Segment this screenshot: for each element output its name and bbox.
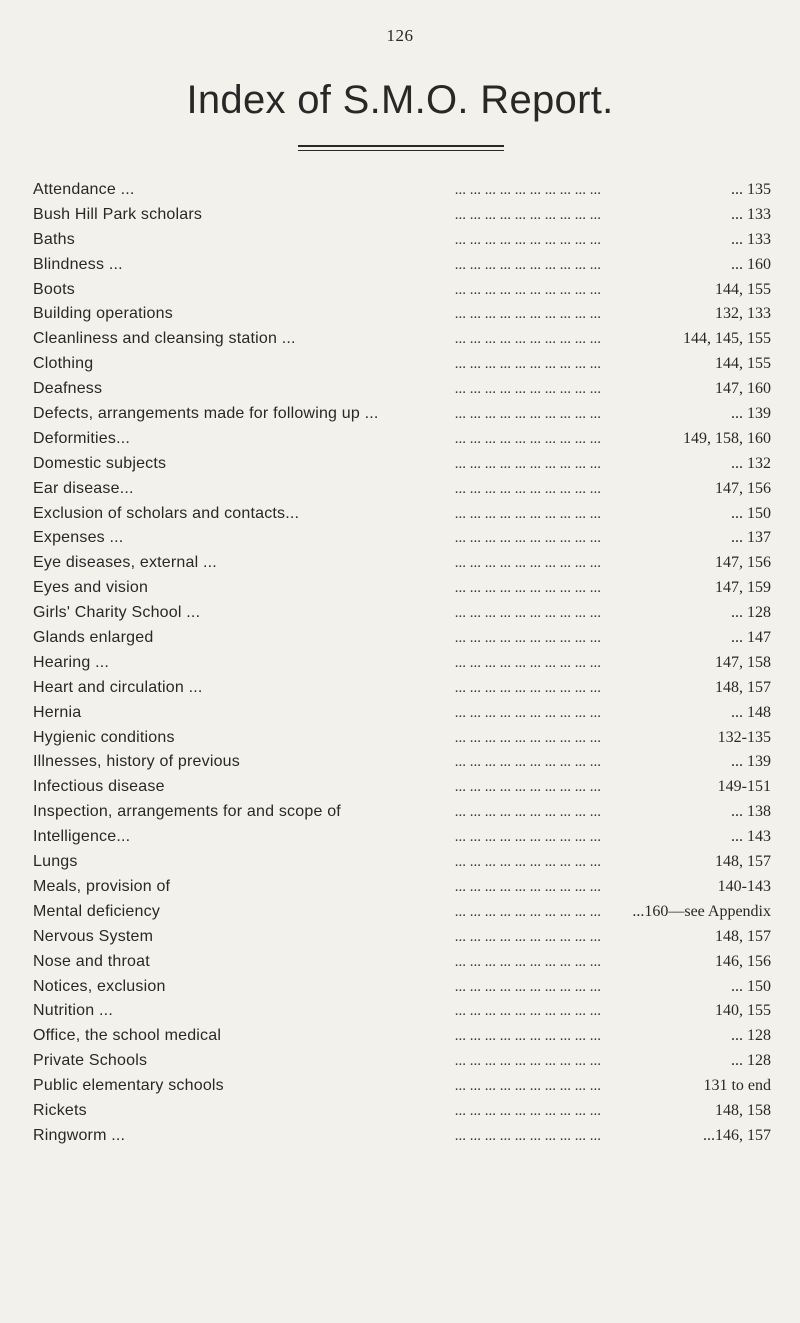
index-entry bbox=[33, 402, 773, 427]
index-entry bbox=[33, 228, 773, 253]
dot-leader: ... ... ... ... ... ... ... ... ... ... bbox=[454, 1003, 601, 1020]
index-entry bbox=[33, 676, 773, 701]
index-pages: ... 128 bbox=[731, 1027, 771, 1045]
index-pages: ... 143 bbox=[731, 828, 771, 846]
index-entry bbox=[33, 975, 773, 1000]
dot-leader: ... ... ... ... ... ... ... ... ... ... bbox=[454, 455, 601, 472]
dot-leader: ... ... ... ... ... ... ... ... ... ... bbox=[454, 1053, 601, 1070]
index-term: Ear disease... bbox=[33, 477, 140, 502]
dot-leader: ... ... ... ... ... ... ... ... ... ... bbox=[454, 928, 601, 945]
index-pages: ... 139 bbox=[731, 753, 771, 771]
index-entry bbox=[33, 452, 773, 477]
index-term: Heart and circulation ... bbox=[33, 676, 209, 701]
index-entry bbox=[33, 626, 773, 651]
index-pages: 132-135 bbox=[717, 728, 771, 746]
index-term: Eye diseases, external ... bbox=[33, 551, 223, 576]
dot-leader: ... ... ... ... ... ... ... ... ... ... bbox=[454, 505, 601, 522]
dot-leader: ... ... ... ... ... ... ... ... ... ... bbox=[454, 779, 601, 796]
dot-leader: ... ... ... ... ... ... ... ... ... ... bbox=[454, 306, 601, 323]
dot-leader: ... ... ... ... ... ... ... ... ... ... bbox=[454, 829, 601, 846]
dot-leader: ... ... ... ... ... ... ... ... ... ... bbox=[454, 654, 601, 671]
index-term: Cleanliness and cleansing station ... bbox=[33, 327, 302, 352]
index-term: Mental deficiency bbox=[33, 900, 166, 925]
index-entry bbox=[33, 950, 773, 975]
index-pages: 147, 156 bbox=[715, 554, 771, 572]
dot-leader: ... ... ... ... ... ... ... ... ... ... bbox=[454, 256, 601, 273]
index-list bbox=[33, 178, 773, 1149]
index-term: Ringworm ... bbox=[33, 1124, 131, 1149]
index-term: Domestic subjects bbox=[33, 452, 172, 477]
index-pages: 147, 158 bbox=[715, 653, 771, 671]
index-term: Exclusion of scholars and contacts... bbox=[33, 502, 305, 527]
index-entry bbox=[33, 502, 773, 527]
index-entry bbox=[33, 576, 773, 601]
index-term: Rickets bbox=[33, 1099, 93, 1124]
index-term: Deafness bbox=[33, 377, 108, 402]
index-entry bbox=[33, 203, 773, 228]
index-entry bbox=[33, 925, 773, 950]
index-term: Hygienic conditions bbox=[33, 726, 181, 751]
index-pages: 148, 157 bbox=[715, 853, 771, 871]
dot-leader: ... ... ... ... ... ... ... ... ... ... bbox=[454, 406, 601, 423]
dot-leader: ... ... ... ... ... ... ... ... ... ... bbox=[454, 182, 601, 198]
index-pages: ...146, 157 bbox=[703, 1126, 771, 1144]
dot-leader: ... ... ... ... ... ... ... ... ... ... bbox=[454, 555, 601, 572]
index-term: Notices, exclusion bbox=[33, 975, 172, 1000]
index-pages: ... 139 bbox=[731, 405, 771, 423]
index-pages: 148, 158 bbox=[715, 1101, 771, 1119]
index-entry bbox=[33, 327, 773, 352]
index-entry bbox=[33, 701, 773, 726]
index-pages: ... 147 bbox=[731, 629, 771, 647]
index-pages: 147, 160 bbox=[715, 380, 771, 398]
dot-leader: ... ... ... ... ... ... ... ... ... ... bbox=[454, 231, 601, 248]
index-term: Intelligence... bbox=[33, 825, 136, 850]
dot-leader: ... ... ... ... ... ... ... ... ... ... bbox=[454, 1078, 601, 1095]
dot-leader: ... ... ... ... ... ... ... ... ... ... bbox=[454, 530, 601, 547]
dot-leader: ... ... ... ... ... ... ... ... ... ... bbox=[454, 804, 601, 821]
index-entry bbox=[33, 601, 773, 626]
index-entry bbox=[33, 278, 773, 303]
index-entry bbox=[33, 253, 773, 278]
dot-leader: ... ... ... ... ... ... ... ... ... ... bbox=[454, 878, 601, 895]
index-term: Baths bbox=[33, 228, 81, 253]
dot-leader: ... ... ... ... ... ... ... ... ... ... bbox=[454, 630, 601, 647]
index-entry bbox=[33, 726, 773, 751]
dot-leader: ... ... ... ... ... ... ... ... ... ... bbox=[454, 206, 601, 223]
index-pages: 140, 155 bbox=[715, 1002, 771, 1020]
dot-leader: ... ... ... ... ... ... ... ... ... ... bbox=[454, 605, 601, 622]
index-entry bbox=[33, 377, 773, 402]
index-entry bbox=[33, 1099, 773, 1124]
dot-leader: ... ... ... ... ... ... ... ... ... ... bbox=[454, 580, 601, 597]
index-term: Glands enlarged bbox=[33, 626, 159, 651]
index-term: Deformities... bbox=[33, 427, 136, 452]
index-pages: 148, 157 bbox=[715, 927, 771, 945]
dot-leader: ... ... ... ... ... ... ... ... ... ... bbox=[454, 854, 601, 871]
index-term: Clothing bbox=[33, 352, 99, 377]
dot-leader: ... ... ... ... ... ... ... ... ... ... bbox=[454, 953, 601, 970]
title-rule-top bbox=[298, 145, 504, 147]
index-entry bbox=[33, 850, 773, 875]
dot-leader: ... ... ... ... ... ... ... ... ... ... bbox=[454, 281, 601, 298]
index-entry bbox=[33, 352, 773, 377]
dot-leader: ... ... ... ... ... ... ... ... ... ... bbox=[454, 1102, 601, 1119]
index-pages: 144, 145, 155 bbox=[683, 330, 771, 348]
index-entry bbox=[33, 900, 773, 925]
index-entry bbox=[33, 651, 773, 676]
page-number: 126 bbox=[386, 26, 414, 45]
index-pages: 144, 155 bbox=[715, 355, 771, 373]
dot-leader: ... ... ... ... ... ... ... ... ... ... bbox=[454, 1127, 601, 1144]
index-pages: ... 160 bbox=[731, 255, 771, 273]
index-pages: ... 133 bbox=[731, 205, 771, 223]
index-entry bbox=[33, 477, 773, 502]
index-pages: 140-143 bbox=[717, 877, 771, 895]
index-entry bbox=[33, 800, 773, 825]
index-pages: 132, 133 bbox=[715, 305, 771, 323]
index-pages: ... 148 bbox=[731, 703, 771, 721]
index-pages: ... 150 bbox=[731, 977, 771, 995]
index-term: Hearing ... bbox=[33, 651, 115, 676]
index-term: Defects, arrangements made for following up ... bbox=[33, 402, 385, 427]
index-entry bbox=[33, 178, 773, 203]
page-title: Index of S.M.O. Report. bbox=[186, 78, 614, 122]
index-pages: ... 138 bbox=[731, 803, 771, 821]
dot-leader: ... ... ... ... ... ... ... ... ... ... bbox=[454, 356, 601, 373]
index-term: Infectious disease bbox=[33, 775, 171, 800]
index-term: Inspection, arrangements for and scope of bbox=[33, 800, 347, 825]
index-pages: ... 128 bbox=[731, 604, 771, 622]
index-pages: 146, 156 bbox=[715, 952, 771, 970]
index-pages: 131 to end bbox=[703, 1077, 771, 1095]
index-term: Illnesses, history of previous bbox=[33, 750, 246, 775]
index-entry bbox=[33, 526, 773, 551]
dot-leader: ... ... ... ... ... ... ... ... ... ... bbox=[454, 1028, 601, 1045]
index-term: Boots bbox=[33, 278, 81, 303]
index-pages: 149-151 bbox=[717, 778, 771, 796]
dot-leader: ... ... ... ... ... ... ... ... ... ... bbox=[454, 480, 601, 497]
index-entry bbox=[33, 999, 773, 1024]
index-pages: 148, 157 bbox=[715, 678, 771, 696]
index-term: Building operations bbox=[33, 302, 179, 327]
index-term: Blindness ... bbox=[33, 253, 129, 278]
index-pages: ... 150 bbox=[731, 504, 771, 522]
index-entry bbox=[33, 775, 773, 800]
index-pages: 147, 159 bbox=[715, 579, 771, 597]
index-pages: ... 135 bbox=[731, 181, 771, 198]
index-term: Attendance ... bbox=[33, 178, 141, 203]
index-entry bbox=[33, 875, 773, 900]
index-pages: ... 137 bbox=[731, 529, 771, 547]
dot-leader: ... ... ... ... ... ... ... ... ... ... bbox=[454, 754, 601, 771]
index-pages: 149, 158, 160 bbox=[683, 429, 771, 447]
index-term: Expenses ... bbox=[33, 526, 129, 551]
index-term: Girls' Charity School ... bbox=[33, 601, 206, 626]
index-entry bbox=[33, 1024, 773, 1049]
index-term: Nose and throat bbox=[33, 950, 156, 975]
title-rule-bottom bbox=[298, 150, 504, 151]
index-entry bbox=[33, 302, 773, 327]
index-pages: 147, 156 bbox=[715, 479, 771, 497]
index-term: Hernia bbox=[33, 701, 87, 726]
index-term: Nervous System bbox=[33, 925, 159, 950]
index-entry bbox=[33, 825, 773, 850]
index-term: Private Schools bbox=[33, 1049, 153, 1074]
index-term: Public elementary schools bbox=[33, 1074, 230, 1099]
index-term: Office, the school medical bbox=[33, 1024, 227, 1049]
index-entry bbox=[33, 1124, 773, 1149]
index-entry bbox=[33, 750, 773, 775]
index-pages: 144, 155 bbox=[715, 280, 771, 298]
index-pages: ... 128 bbox=[731, 1052, 771, 1070]
index-term: Nutrition ... bbox=[33, 999, 119, 1024]
dot-leader: ... ... ... ... ... ... ... ... ... ... bbox=[454, 679, 601, 696]
index-pages: ... 132 bbox=[731, 454, 771, 472]
index-entry bbox=[33, 551, 773, 576]
index-pages: ...160—see Appendix bbox=[632, 902, 771, 920]
dot-leader: ... ... ... ... ... ... ... ... ... ... bbox=[454, 331, 601, 348]
index-entry bbox=[33, 427, 773, 452]
index-term: Bush Hill Park scholars bbox=[33, 203, 208, 228]
dot-leader: ... ... ... ... ... ... ... ... ... ... bbox=[454, 978, 601, 995]
index-entry bbox=[33, 1049, 773, 1074]
dot-leader: ... ... ... ... ... ... ... ... ... ... bbox=[454, 381, 601, 398]
dot-leader: ... ... ... ... ... ... ... ... ... ... bbox=[454, 704, 601, 721]
index-entry bbox=[33, 1074, 773, 1099]
index-pages: ... 133 bbox=[731, 230, 771, 248]
index-term: Meals, provision of bbox=[33, 875, 176, 900]
dot-leader: ... ... ... ... ... ... ... ... ... ... bbox=[454, 903, 601, 920]
index-term: Lungs bbox=[33, 850, 84, 875]
dot-leader: ... ... ... ... ... ... ... ... ... ... bbox=[454, 430, 601, 447]
index-term: Eyes and vision bbox=[33, 576, 154, 601]
dot-leader: ... ... ... ... ... ... ... ... ... ... bbox=[454, 729, 601, 746]
